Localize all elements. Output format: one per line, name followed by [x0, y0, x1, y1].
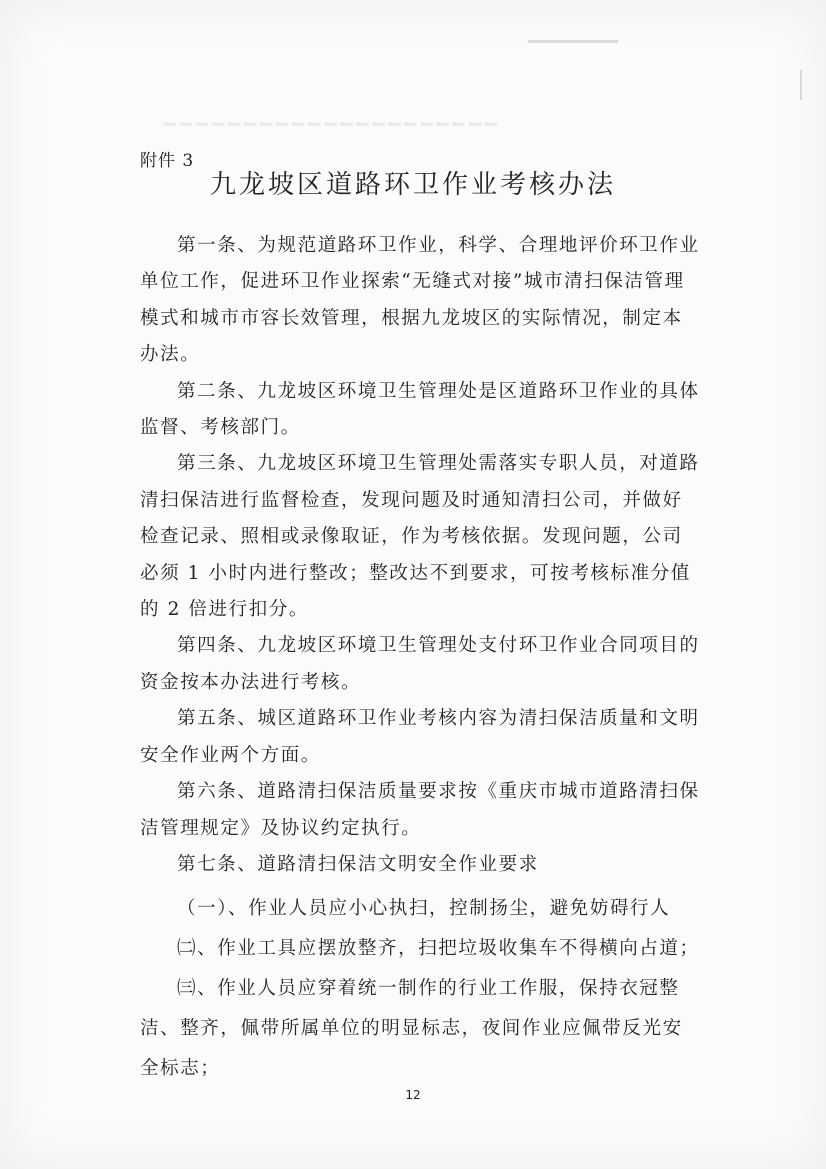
page-number: 12: [405, 1088, 421, 1102]
article-3: 第三条、九龙坡区环境卫生管理处需落实专职人员，对道路清扫保洁进行监督检查，发现问题及时通知清扫公司，并做好检查记录、照相或录像取证，作为考核依据。发现问题，公司必须 1 小时内进行整改；整改达不到要求，可按考核标准分值的 2 倍进行扣分。: [140, 453, 700, 621]
item-1: （一）、作业人员应小心执扫，控制扬尘，避免妨碍行人: [177, 898, 671, 920]
article-1: 第一条、为规范道路环卫作业，科学、合理地评价环卫作业单位工作，促进环卫作业探索“无缝式对接”城市清扫保洁管理模式和城市市容长效管理，根据九龙坡区的实际情况，制定本办法。: [140, 235, 700, 366]
item-3: ㈢、作业人员应穿着统一制作的行业工作服，保持衣冠整洁、整齐，佩带所属单位的明显标志，夜间作业应佩带反光安全标志；: [140, 978, 683, 1080]
page-title: 九龙坡区道路环卫作业考核办法: [209, 170, 616, 200]
document-body: [140, 228, 700, 1089]
item-2: ㈡、作业工具应摆放整齐，扫把垃圾收集车不得横向占道；: [177, 938, 700, 960]
article-7: 第七条、道路清扫保洁文明安全作业要求: [177, 853, 539, 875]
scan-mark: [528, 40, 618, 43]
bleed-through-text: ━━━━━━━━━━━━━━━━━━━━━: [160, 112, 497, 136]
article-6: 第六条、道路清扫保洁质量要求按《重庆市城市道路清扫保洁管理规定》及协议约定执行。: [140, 781, 700, 839]
article-4: 第四条、九龙坡区环境卫生管理处支付环卫作业合同项目的资金按本办法进行考核。: [140, 635, 700, 693]
attachment-label: 附件 3: [140, 151, 195, 171]
scan-mark: [800, 70, 802, 100]
article-5: 第五条、城区道路环卫作业考核内容为清扫保洁质量和文明安全作业两个方面。: [140, 708, 700, 766]
article-2: 第二条、九龙坡区环境卫生管理处是区道路环卫作业的具体监督、考核部门。: [140, 380, 700, 439]
